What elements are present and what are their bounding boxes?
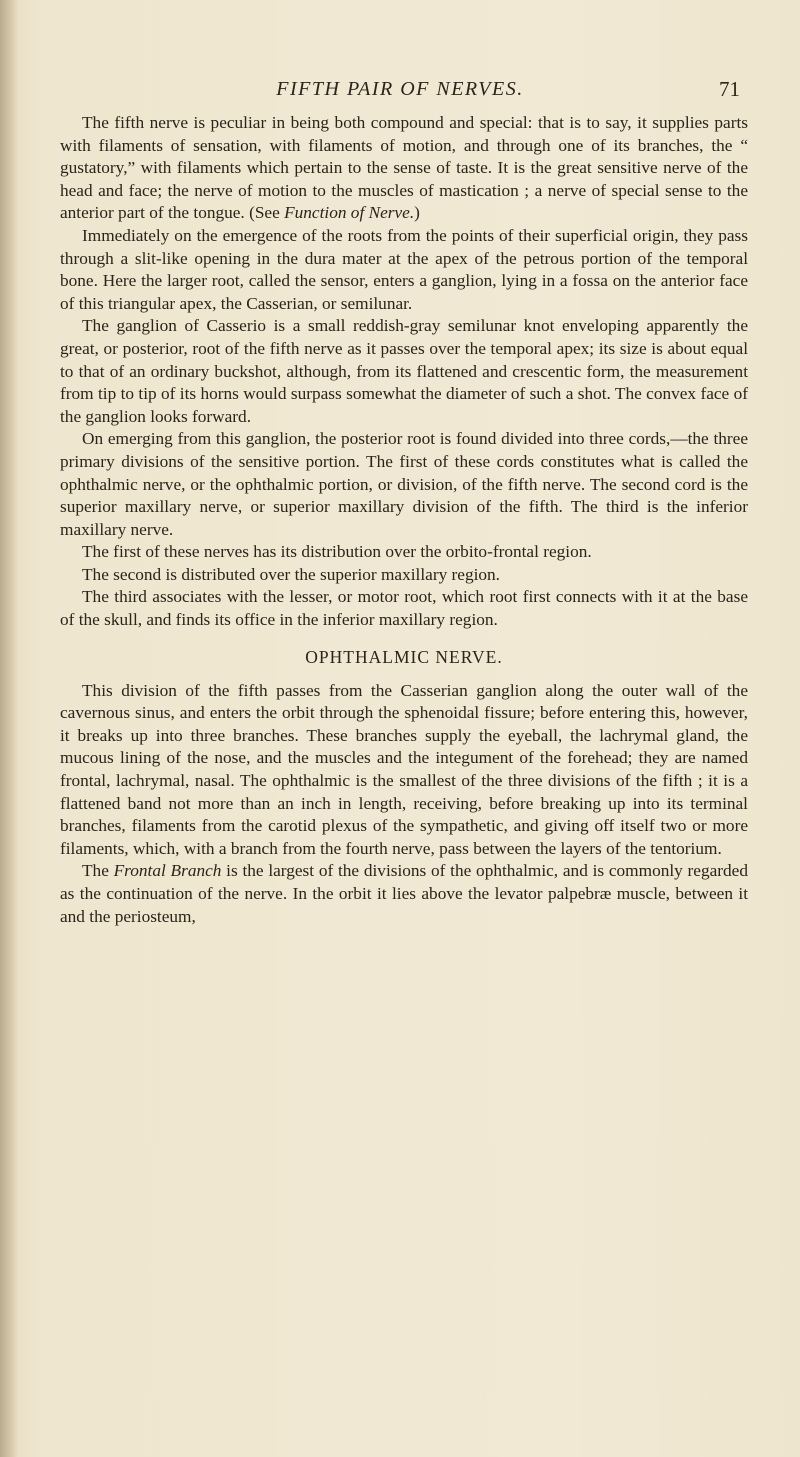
paragraph-9-start: The — [82, 861, 114, 881]
paragraph-8: This division of the fifth passes from the Casserian ganglion along the outer wall of the cavernous sinus, and enters the orbit through the sphenoidal fissure; before entering this, however, it breaks up into three branches. These branches supply the eyeball, the lachrymal gland, the mucous lining of the nose, and the muscles and the integument of the forehead; they are named frontal, lachrymal, nasal. The ophthalmic is the smallest of the three divisions of the fifth ; it is a flattened band not more than an inch in length, receiving, before breaking up into its terminal branches, filaments from the carotid plexus of the sympathetic, and giving off itself two or more filaments, which, with a branch from the fourth nerve, pass between the layers of the tentorium. — [60, 680, 748, 858]
italic-term: Frontal Branch — [113, 861, 222, 881]
page-number: 71 — [719, 77, 740, 101]
page-header — [60, 74, 740, 104]
cross-reference: Function of Nerve. — [284, 203, 415, 223]
paragraph-2: Immediately on the emergence of the roots from the points of their superficial origin, they pass through a slit-like opening in the dura mater at the apex of the petrous portion of the temporal bone. Here the larger root, called the sensor, enters a ganglion, lying in a fossa on the anterior face of this triangular apex, the Casserian, or semilunar. — [60, 225, 748, 313]
paragraph-1 — [60, 112, 748, 225]
section-heading: OPHTHALMIC NERVE. — [305, 646, 503, 667]
body-text — [60, 112, 748, 928]
paragraph-7: The third associates with the lesser, or motor root, which root first connects with it at the base of the skull, and finds its office in the inferior maxillary region. — [60, 587, 748, 630]
paragraph-4: On emerging from this ganglion, the posterior root is found divided into three cords,—the three primary divisions of the sensitive portion. The first of these cords constitutes what is called the ophthalmic nerve, or the ophthalmic portion, or division, of the fifth nerve. The second cord is the superior maxillary nerve, or superior maxillary division of the fifth. The third is the inferior maxillary nerve. — [60, 429, 748, 539]
paragraph-1-text: The fifth nerve is peculiar in being both compound and special: that is to say, it supplies parts with filaments of sensation, with filaments of motion, and through one of its branches, the “ gustatory,” with filaments which pertain to the sense of taste. It is the great sensitive nerve of the head and face; the nerve of motion to the muscles of mastication ; a nerve of special sense to the anterior part of the tongue. (See — [60, 113, 748, 223]
paragraph-6: The second is distributed over the superior maxillary region. — [82, 564, 500, 584]
page-gutter-shadow — [0, 0, 18, 1457]
running-title: FIFTH PAIR OF NERVES. — [276, 78, 524, 100]
paragraph-9 — [60, 860, 748, 928]
paragraph-9-rest: is the largest of the divisions of the ophthalmic, and is commonly regarded as the continuation of the nerve. In the orbit it lies above the levator palpebræ muscle, between it and the periosteum, — [60, 861, 748, 926]
paragraph-5: The first of these nerves has its distribution over the orbito-frontal region. — [82, 542, 592, 562]
paragraph-1-end: ) — [414, 203, 420, 223]
paragraph-3: The ganglion of Casserio is a small reddish-gray semilunar knot enveloping apparently the great, or posterior, root of the fifth nerve as it passes over the temporal apex; its size is about equal to that of an ordinary buckshot, although, from its flattened and crescentic form, the measurement from tip to tip of its horns would surpass somewhat the diameter of such a shot. The convex face of the ganglion looks forward. — [60, 316, 748, 426]
